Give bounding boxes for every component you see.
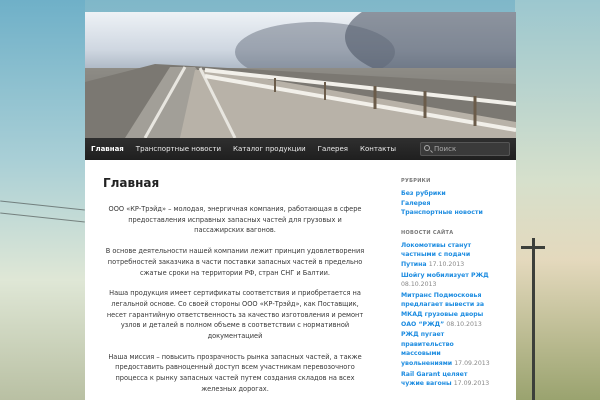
nav-item-home[interactable]: Главная — [91, 145, 124, 153]
news-title-line[interactable]: РЖД пугает — [401, 331, 445, 339]
news-item[interactable] — [401, 330, 516, 368]
news-title-line[interactable]: Локомотивы станут — [401, 241, 472, 249]
news-title-line[interactable]: Шойгу мобилизует РЖД — [401, 271, 489, 279]
utility-pole-bar — [521, 246, 545, 249]
nav-item-gallery[interactable]: Галерея — [317, 145, 348, 153]
content-area — [85, 160, 516, 400]
news-title-line[interactable]: Rail Garant целяет — [401, 370, 468, 378]
sidebar — [385, 160, 516, 400]
search-icon — [424, 145, 430, 151]
utility-pole — [532, 238, 535, 400]
nav-item-catalog[interactable]: Каталог продукции — [233, 145, 306, 153]
news-title-line[interactable]: МКАД грузовые дворы — [401, 310, 484, 318]
news-item[interactable] — [401, 291, 516, 329]
news-title-line[interactable]: Митранс Подмосковья — [401, 291, 482, 299]
search-placeholder: Поиск — [434, 145, 457, 153]
header-banner — [85, 12, 516, 138]
news-title-line[interactable]: ОАО “РЖД” — [401, 320, 445, 328]
paragraph: В основе деятельности нашей компании лежит принцип удовлетворения потребностей заказчика в части поставки запасных частей в предельно сжатые сроки на территории РФ, стран СНГ и Балтии. — [105, 247, 365, 277]
news-title-line[interactable]: чужие вагоны — [401, 380, 452, 388]
nav-item-transport-news[interactable]: Транспортные новости — [135, 145, 221, 153]
rubrics-list — [401, 189, 516, 218]
search-input[interactable] — [420, 142, 510, 156]
news-item[interactable] — [401, 271, 516, 290]
news-list — [401, 241, 516, 389]
rubric-link[interactable]: Без рубрики — [401, 190, 446, 197]
news-title-line[interactable]: частными с подачи — [401, 251, 471, 259]
background-left — [0, 0, 85, 400]
paragraph: Наша миссия – повысить прозрачность рынка запасных частей, а также предоставить равноценный доступ всем участникам перевозочного процесса к рынку запасных частей путем создания складов на всех железных дорогах. — [108, 352, 362, 393]
paragraph: ООО «КР-Трэйд» – молодая, энергичная компания, работающая в сфере предоставления исправных запасных частей для грузовых и пассажирских вагонов. — [108, 205, 362, 235]
news-title-line[interactable]: массовыми — [401, 350, 441, 358]
news-title-line[interactable]: предлагает вывести за — [401, 301, 485, 309]
news-date: 17.10.2013 — [428, 260, 465, 268]
main-content — [85, 160, 385, 400]
background-right — [515, 0, 600, 400]
news-date: 08.10.2013 — [446, 320, 482, 328]
page — [85, 12, 516, 400]
news-item[interactable] — [401, 370, 516, 389]
nav-item-contacts[interactable]: Контакты — [359, 145, 397, 153]
news-date: 08.10.2013 — [401, 281, 437, 289]
news-heading: НОВОСТИ САЙТА — [401, 229, 454, 236]
paragraph: Наша продукция имеет сертификаты соответствия и приобретается на легальной основе. Со своей стороны ООО «КР-Трэйд», как Поставщик, несет гарантийную ответственность за качество изготовления и ремонт узлов и деталей в полном объеме в соответствии с нормативной документацией — [106, 289, 364, 341]
news-title-line[interactable]: правительство — [401, 340, 454, 348]
railway-track-image — [85, 12, 516, 138]
rubric-link[interactable]: Галерея — [401, 199, 431, 207]
news-item[interactable] — [401, 241, 516, 270]
news-title-line[interactable]: Путина — [401, 260, 427, 268]
rubrics-heading: РУБРИКИ — [401, 178, 431, 184]
rubric-link[interactable]: Транспортные новости — [401, 209, 483, 217]
news-title-line[interactable]: увольнениями — [401, 359, 453, 367]
news-date: 17.09.2013 — [454, 359, 490, 367]
main-nav — [85, 138, 516, 160]
page-title: Главная — [103, 176, 160, 190]
news-date: 17.09.2013 — [453, 380, 490, 388]
